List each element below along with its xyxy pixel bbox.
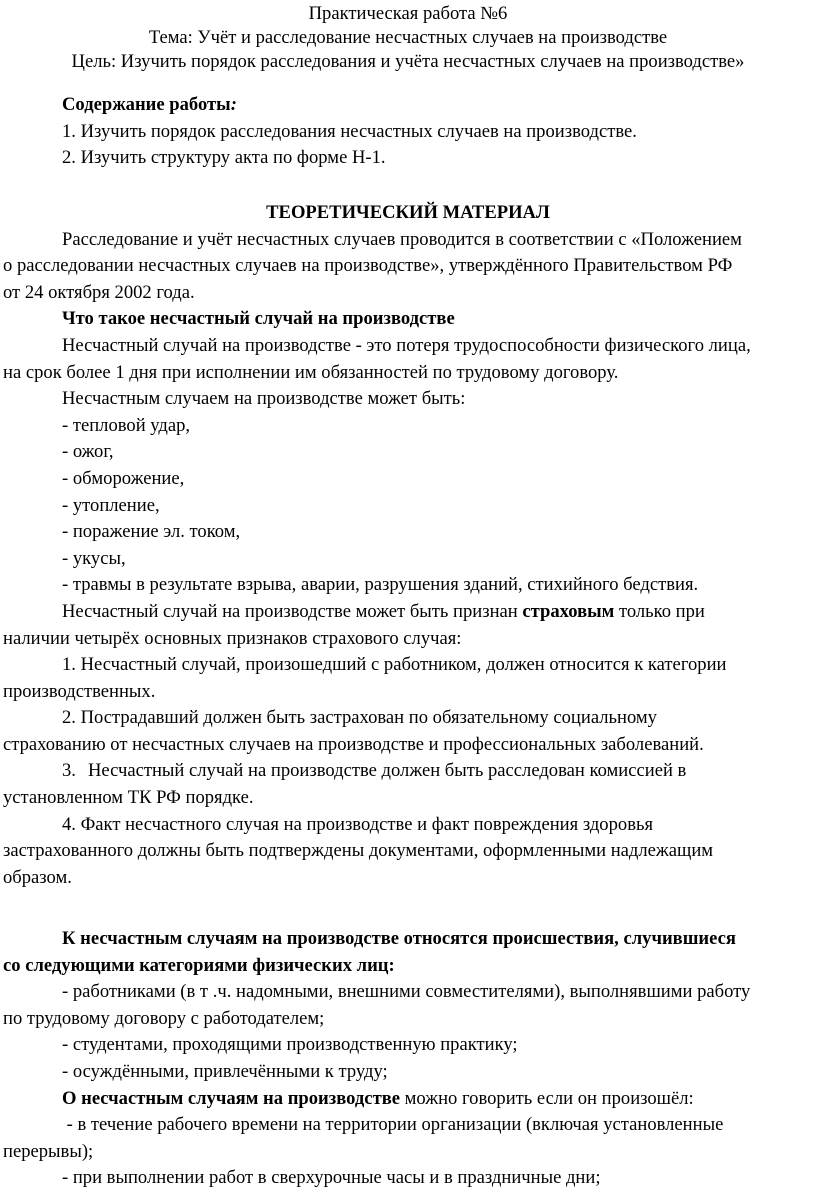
document-title: Практическая работа №6 (308, 3, 508, 24)
document-goal: Цель: Изучить порядок расследования и учёта несчастных случаев на производстве» (71, 51, 745, 72)
list-item: - травмы в результате взрыва, аварии, разрушения зданий, стихийного бедствия. (62, 574, 699, 596)
list-item: - тепловой удар, (62, 414, 191, 436)
category-students: - студентами, проходящими производственную практику; (62, 1034, 518, 1056)
sign-3: 3. Несчастный случай на производстве должен быть расследован комиссией в установленном ТК РФ порядке. (3, 760, 687, 809)
what-heading: Что такое несчастный случай на производстве (62, 308, 455, 330)
sign-4: 4. Факт несчастного случая на производстве и факт повреждения здоровья застрахованного должны быть подтверждены документами, оформленными надлежащим образом. (3, 813, 714, 888)
document-topic: Тема: Учёт и расследование несчастных случаев на производстве (148, 27, 668, 48)
categories-section (0, 926, 816, 1192)
insured-term: страховым (522, 600, 615, 622)
list-item: - обморожение, (62, 467, 185, 489)
definition: Несчастный случай на производстве - это потеря трудоспособности физического лица, на срок более 1 дня при исполнении им обязанностей по трудовому договору. (3, 334, 751, 383)
category-convicts: - осуждёнными, привлечёнными к труду; (62, 1060, 388, 1082)
may-be-label: Несчастным случаем на производстве может быть: (62, 388, 466, 410)
content-item-2: 2. Изучить структуру акта по форме Н-1. (62, 147, 386, 169)
working-time-item: - в течение рабочего времени на территории организации (включая установленные перерывы); (3, 1114, 724, 1162)
when-paragraph: О несчастным случаям на производстве можно говорить если он произошёл: (62, 1087, 694, 1109)
theory-section (0, 200, 816, 891)
sign-2: 2. Пострадавший должен быть застрахован по обязательному социальному страхованию от несчастных случаев на производстве и профессиональных заболеваний. (3, 707, 704, 755)
sign-1: 1. Несчастный случай, произошедший с работником, должен относится к категории производственных. (3, 654, 727, 702)
list-item: - укусы, (62, 547, 126, 569)
list-item: - ожог, (62, 441, 114, 463)
content-item-1: 1. Изучить порядок расследования несчастных случаев на производстве. (62, 120, 637, 142)
overtime-item: - при выполнении работ в сверхурочные часы и в праздничные дни; (62, 1167, 601, 1189)
categories-heading: К несчастным случаям на производстве относятся происшествия, случившиеся со следующими категориями физических лиц: (3, 928, 736, 976)
document-header (0, 2, 816, 74)
list-item: - поражение эл. током, (62, 521, 241, 543)
theory-intro: Расследование и учёт несчастных случаев проводится в соответствии с «Положением о расследовании несчастных случаев на производстве», утверждённого Правительством РФ от 24 октября 2002 года. (3, 228, 742, 303)
content-heading: Содержание работы: (62, 94, 237, 115)
category-workers: - работниками (в т .ч. надомными, внешними совместителями), выполнявшими работу по трудовому договору с работодателем; (3, 981, 751, 1029)
content-section (0, 92, 816, 172)
theory-heading: ТЕОРЕТИЧЕСКИЙ МАТЕРИАЛ (266, 202, 550, 223)
insured-paragraph: Несчастный случай на производстве может быть признан страховым только при наличии четырёх основных признаков страхового случая: (3, 600, 705, 649)
list-item: - утопление, (62, 494, 160, 516)
